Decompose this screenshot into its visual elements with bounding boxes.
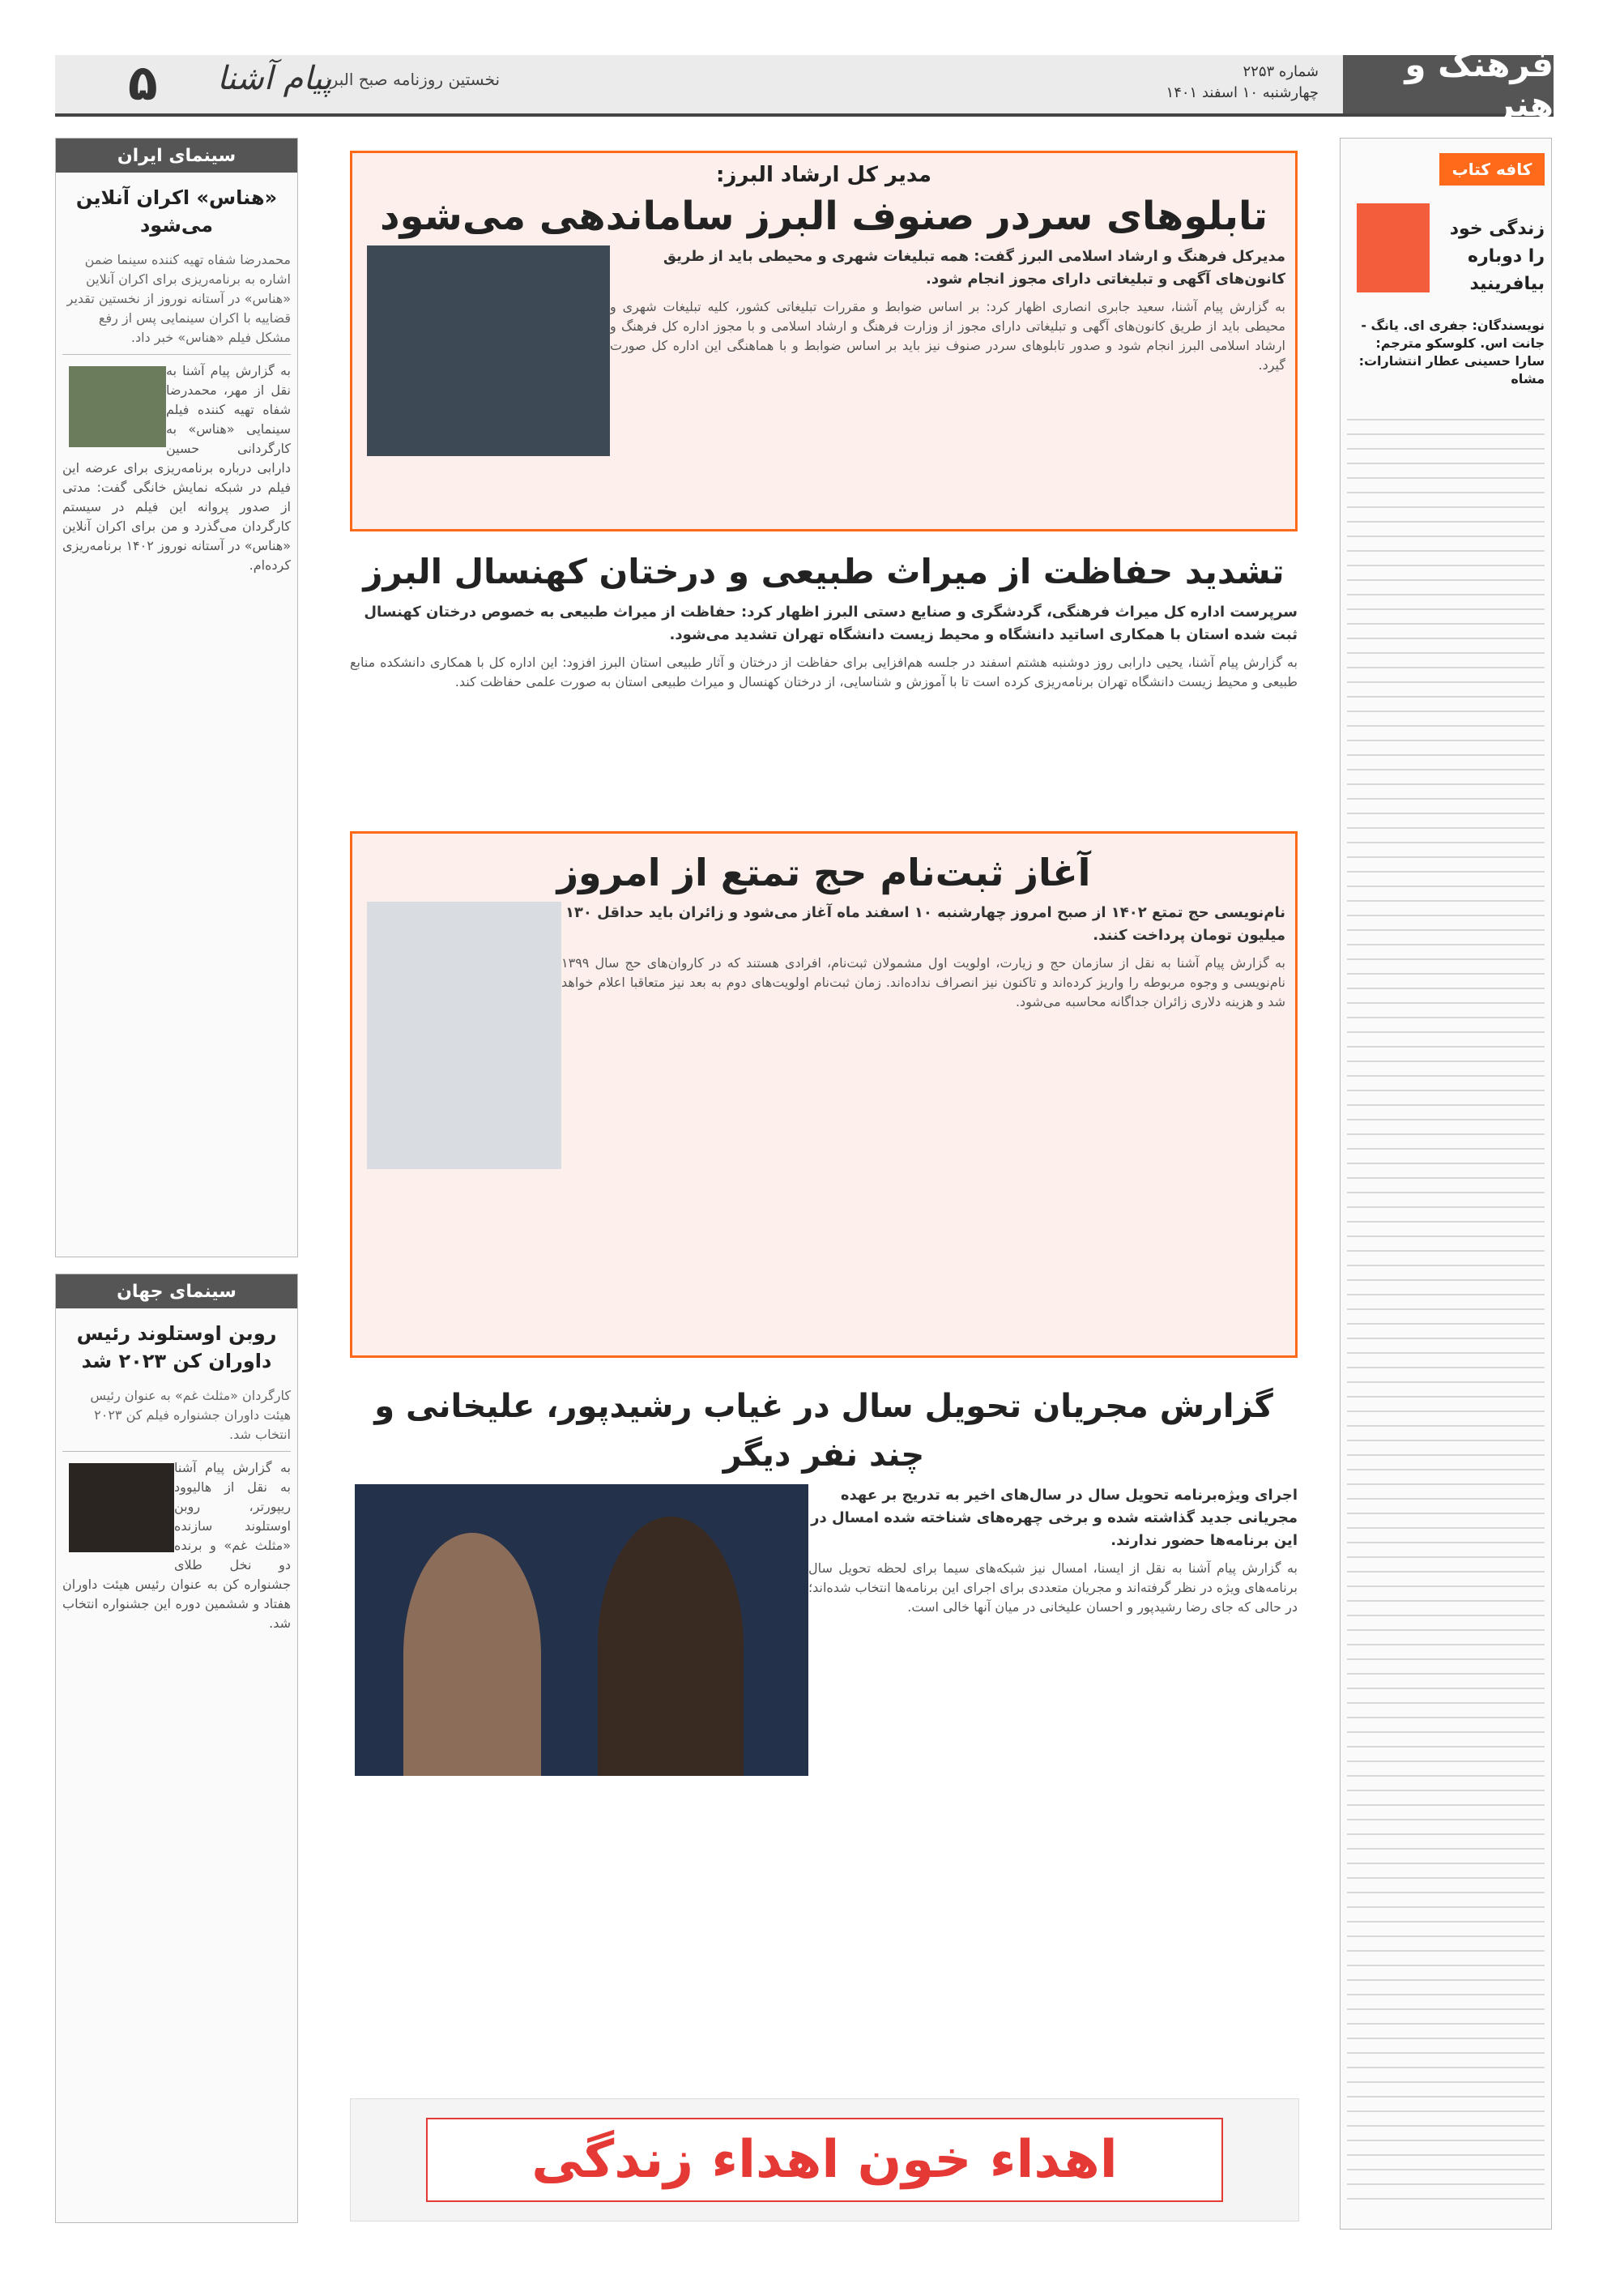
book-column-tag: کافه کتاب [1439, 153, 1545, 186]
cinema-iran-body: به گزارش پیام آشنا به نقل از مهر، محمدرضا شفاه تهیه کننده فیلم سینمایی «هناس» به کارگردانی حسین دارابی درباره برنامه‌ریزی برای عرضه این فیلم در شبکه نمایش خانگی گفت: مدتی از صدور پروانه این فیلم در سیستم کارگردان می‌گذرد و من برای اکران آنلاین «هناس» در آستانه نوروز ۱۴۰۲ برنامه‌ریزی کرده‌ام. [62, 363, 291, 573]
story-presenters [350, 1382, 1298, 2022]
divider [62, 1451, 291, 1452]
book-credits: نویسندگان: جفری ای. یانگ - جانت اس. کلوسکو مترجم: سارا حسینی عطار انتشارات: مشاه [1358, 318, 1545, 386]
tagline: نخستین روزنامه صبح البرز [322, 70, 501, 89]
divider [62, 354, 291, 355]
cinema-iran-section [55, 138, 298, 1257]
book-cover-image [1357, 203, 1430, 292]
book-column [1340, 138, 1552, 2230]
page-number: ۵ [128, 55, 158, 112]
story1-body: به گزارش پیام آشنا، سعید جابری انصاری اظهار کرد: بر اساس ضوابط و مقررات تبلیغاتی کشور، کلیه تبلیغات شهری و محیطی باید از طریق کانون‌های آگهی و تبلیغاتی دارای مجوز از وزارت فرهنگ و ارشاد اسلامی و با مجوز اداره کل فرهنگ و ارشاد اسلامی البرز انجام شود و صدور تابلوهای سردر صنوف نیز باید بر اساس ضوابط و با هماهنگی این اداره کل صورت گیرد. [610, 299, 1285, 373]
story2-headline: تشدید حفاظت از میراث طبیعی و درختان کهنسال البرز [363, 552, 1285, 591]
director-photo [69, 366, 166, 447]
story-hajj [350, 831, 1298, 1358]
story1-kicker: مدیر کل ارشاد البرز: [716, 163, 931, 187]
cinema-iran-head: سینمای ایران [56, 139, 297, 173]
official-photo [367, 245, 610, 456]
story-heritage [350, 548, 1298, 823]
story-signboards [350, 151, 1298, 531]
story2-body: به گزارش پیام آشنا، یحیی دارابی روز دوشنبه هشتم اسفند در جلسه هم‌افزایی برای حفاظت از درختان و آثار طبیعی استان البرز افزود: این اداره کل با همکاری دانشکده منابع طبیعی و محیط زیست دانشگاه تهران برنامه‌ریزی کرده است تا با آموزش و شناسایی، از درختان کهنسال و میراث طبیعی استان به صورت علمی حفاظت کند. [350, 655, 1298, 689]
book-title: زندگی خود را دوباره بیافرینید [1449, 219, 1545, 294]
cinema-world-section [55, 1274, 298, 2223]
ostlund-photo [69, 1463, 174, 1552]
cinema-iran-lead: محمدرضا شفاه تهیه کننده سینما ضمن اشاره به برنامه‌ریزی برای اکران آنلاین «هناس» در آستانه نوروز از نخستین تقدیر قضاییه با اکران سینمایی پس از رفع مشکل فیلم «هناس» خبر داد. [66, 252, 291, 345]
page-header [55, 45, 1554, 124]
main-content [350, 151, 1298, 2022]
issue-info [1166, 62, 1319, 104]
pilgrims-photo [367, 902, 561, 1169]
story3-headline: آغاز ثبت‌نام حج تمتع از امروز [556, 851, 1091, 894]
cinema-world-title: روبن اوستلوند رئیس داوران کن ۲۰۲۳ شد [76, 1322, 277, 1372]
issue-number: شماره ۲۲۵۳ [1243, 63, 1319, 80]
cinema-world-body: به گزارش پیام آشنا به نقل از هالیوود ریپورتر، روبن اوستلوند سازنده «مثلث غم» و برنده دو نخل طلای جشنواره کن به عنوان رئیس هیئت داوران هفتاد و ششمین دوره این جشنواره انتخاب شد. [62, 1460, 291, 1631]
story4-body: به گزارش پیام آشنا به نقل از ایسنا، امسال نیز شبکه‌های سیما برای لحظه تحویل سال برنامه‌های ویژه در نظر گرفته‌اند و مجریان متعددی برای اجرای این برنامه‌ها انتخاب شده‌اند؛ در حالی که جای رضا رشیدپور و احسان علیخانی در میان آنها خالی است. [808, 1560, 1298, 1615]
left-column [55, 138, 298, 2228]
story2-lead: سرپرست اداره کل میراث فرهنگی، گردشگری و صنایع دستی البرز اظهار کرد: حفاظت از میراث طبیعی به خصوص درختان کهنسال ثبت شده استان با همکاری اساتید دانشگاه و محیط زیست دانشگاه تهران تشدید می‌شود. [364, 604, 1298, 643]
book-body-placeholder [1347, 406, 1545, 2213]
story3-lead: نام‌نویسی حج تمتع ۱۴۰۲ از صبح امروز چهارشنبه ۱۰ اسفند ماه آغاز می‌شود و زائران باید حداقل ۱۳۰ میلیون تومان پرداخت کنند. [565, 904, 1285, 944]
issue-date: چهارشنبه ۱۰ اسفند ۱۴۰۱ [1166, 84, 1319, 101]
story4-lead: اجرای ویژه‌برنامه تحویل سال در سال‌های اخیر به تدریج بر عهده مجریانی جدید گذاشته شده و برخی چهره‌های شناخته شده امسال در این برنامه‌ها حضور ندارند. [811, 1487, 1298, 1549]
cinema-world-head: سینمای جهان [56, 1274, 297, 1308]
section-title: فرهنگ و هنر [1343, 55, 1554, 113]
story3-body: به گزارش پیام آشنا به نقل از سازمان حج و زیارت، اولویت اول مشمولان ثبت‌نام، افرادی هستند که در کاروان‌های حج سال ۱۳۹۹ نام‌نویسی و وجوه مربوطه را واریز کرده‌اند و تاکنون نیز انصراف نداده‌اند. زمان ثبت‌نام اولویت‌های دوم به بعد نیز متعاقبا اعلام خواهد شد و هزینه دلاری زائران جداگانه محاسبه می‌شود. [561, 955, 1285, 1009]
blood-donation-banner [350, 2098, 1299, 2221]
banner-text: اهداء خون اهداء زندگی [426, 2118, 1223, 2202]
newspaper-logo: پیام آشنا [217, 60, 332, 97]
story1-lead: مدیرکل فرهنگ و ارشاد اسلامی البرز گفت: همه تبلیغات شهری و محیطی باید از طریق کانون‌های آگهی و تبلیغاتی دارای مجوز انجام شود. [663, 248, 1285, 288]
story4-headline: گزارش مجریان تحویل سال در غیاب رشیدپور، علیخانی و چند نفر دیگر [374, 1388, 1273, 1474]
story1-headline: تابلوهای سردر صنوف البرز ساماندهی می‌شود [379, 194, 1268, 239]
cinema-iran-title: «هناس» اکران آنلاین می‌شود [75, 186, 278, 237]
cinema-world-lead: کارگردان «مثلث غم» به عنوان رئیس هیئت داوران جشنواره فیلم کن ۲۰۲۳ انتخاب شد. [90, 1388, 291, 1442]
presenters-photo [355, 1484, 808, 1776]
